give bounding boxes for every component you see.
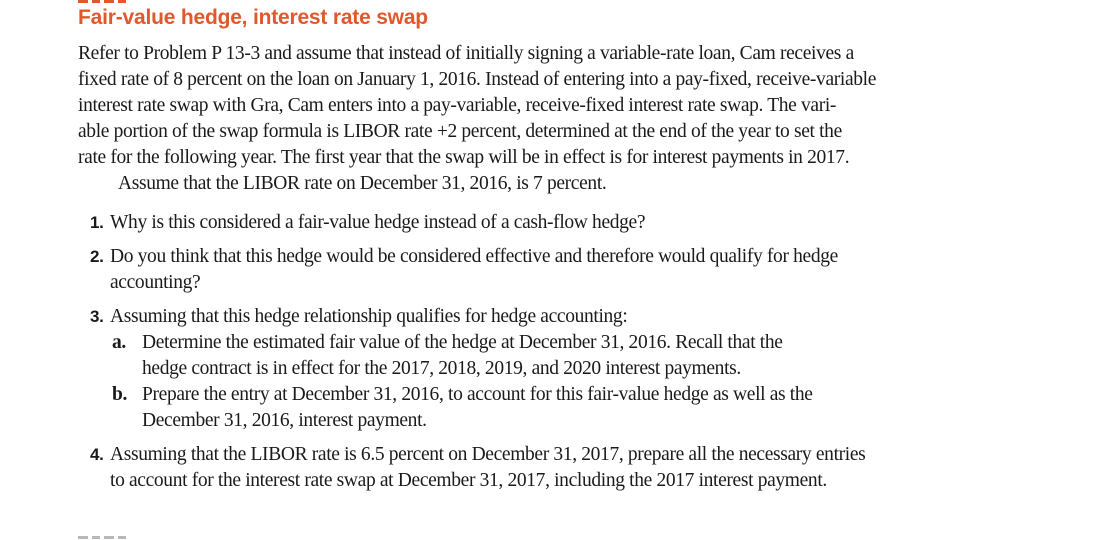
question-text: accounting? <box>110 272 201 293</box>
paragraph-line: interest rate swap with Gra, Cam enters into a pay-variable, receive-fixed interest rate swap. The vari- <box>78 95 837 116</box>
paragraph-line: fixed rate of 8 percent on the loan on January 1, 2016. Instead of entering into a pay-fixed, receive-variable <box>78 69 877 90</box>
question-number: 2. <box>90 247 104 266</box>
assumption-line: Assume that the LIBOR rate on December 31, 2016, is 7 percent. <box>118 173 607 194</box>
subquestion-text: December 31, 2016, interest payment. <box>142 410 427 431</box>
question-text: Do you think that this hedge would be considered effective and therefore would qualify for hedge <box>110 246 838 267</box>
question-text: Assuming that the LIBOR rate is 6.5 percent on December 31, 2017, prepare all the necessary entries <box>110 444 866 465</box>
question-number: 3. <box>90 307 104 326</box>
top-rule-marks <box>78 0 138 4</box>
question-number: 1. <box>90 213 104 232</box>
subquestion-text: Determine the estimated fair value of the hedge at December 31, 2016. Recall that the <box>142 332 783 353</box>
question-1 <box>90 210 970 236</box>
subquestion-text: Prepare the entry at December 31, 2016, to account for this fair-value hedge as well as the <box>142 384 813 405</box>
subquestion-text: hedge contract is in effect for the 2017, 2018, 2019, and 2020 interest payments. <box>142 358 741 379</box>
subquestion-b <box>110 382 970 434</box>
bottom-rule-marks <box>78 536 138 540</box>
question-text: Assuming that this hedge relationship qualifies for hedge accounting: <box>110 306 628 327</box>
question-4 <box>90 442 970 494</box>
subquestion-a <box>110 330 970 382</box>
question-3 <box>90 304 970 434</box>
question-list <box>90 210 970 494</box>
paragraph-line: Refer to Problem P 13-3 and assume that instead of initially signing a variable-rate loan, Cam receives a <box>78 43 854 64</box>
paragraph-line: able portion of the swap formula is LIBOR rate +2 percent, determined at the end of the year to set the <box>78 121 842 142</box>
problem-title: Fair-value hedge, interest rate swap <box>78 6 428 29</box>
problem-paragraph <box>78 41 968 197</box>
question-number: 4. <box>90 445 104 464</box>
question-text: to account for the interest rate swap at December 31, 2017, including the 2017 interest payment. <box>110 470 827 491</box>
paragraph-line: rate for the following year. The first year that the swap will be in effect is for interest payments in 2017. <box>78 147 850 168</box>
subquestion-letter: a. <box>112 332 126 353</box>
subquestion-letter: b. <box>112 384 128 405</box>
question-2 <box>90 244 970 296</box>
question-text: Why is this considered a fair-value hedge instead of a cash-flow hedge? <box>110 212 646 233</box>
